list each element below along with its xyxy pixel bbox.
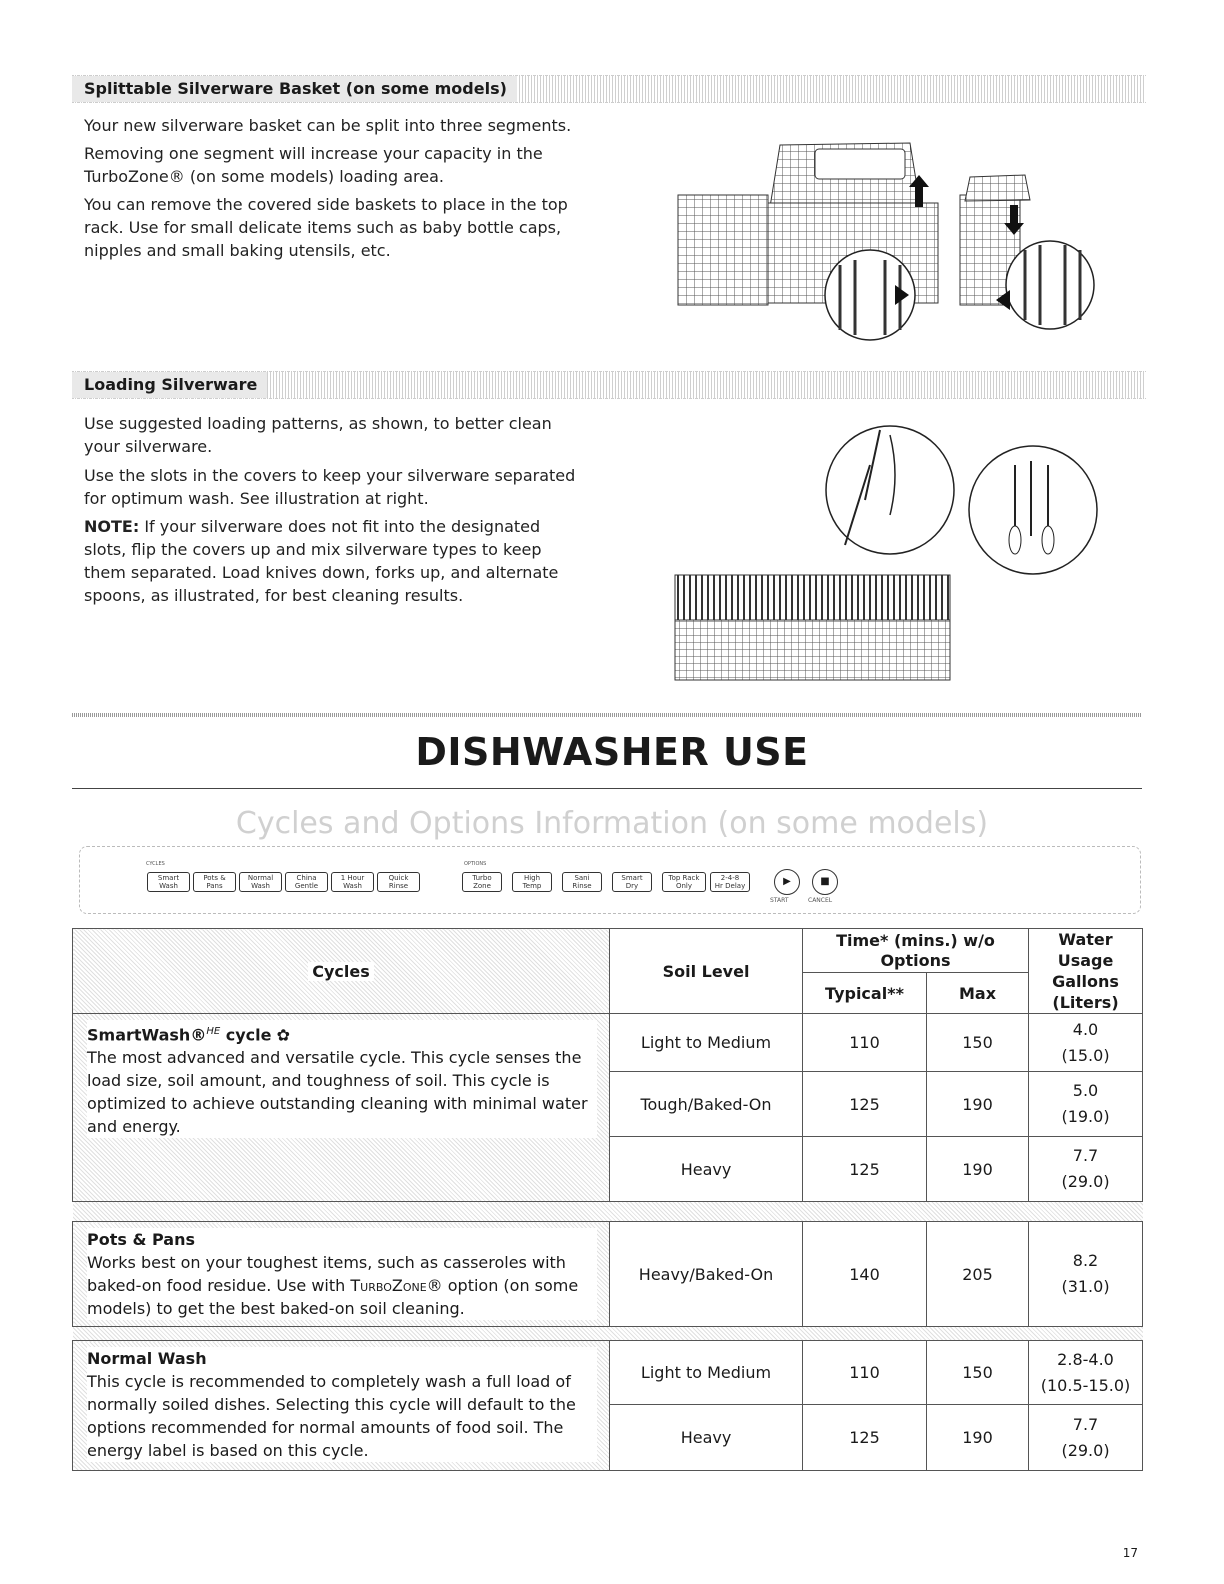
divider [72, 713, 1142, 717]
max-cell: 150 [927, 1014, 1029, 1072]
cycle-normal-wash: Normal Wash This cycle is recommended to completely wash a full load of normally soiled dishes. Selecting this cycle will default to the options recommended for normal amounts of food soil. The energy label is based on this cycle. [73, 1341, 610, 1471]
row-spacer [73, 1202, 1143, 1222]
water-cell: 4.0 (15.0) [1029, 1014, 1143, 1072]
typical-cell: 125 [803, 1137, 927, 1202]
splittable-paragraph-1: Your new silverware basket can be split into three segments. [84, 116, 572, 135]
header-typical: Typical** [803, 973, 927, 1014]
silverware-loading-illustration [665, 425, 1105, 685]
water-cell: 5.0 (19.0) [1029, 1072, 1143, 1137]
option-button-delay[interactable]: 2-4-8 Hr Delay [710, 872, 750, 892]
option-button-smart-dry[interactable]: Smart Dry [612, 872, 652, 892]
header-max: Max [927, 973, 1029, 1014]
soil-cell: Heavy [610, 1405, 803, 1471]
silverware-basket-illustration [670, 135, 1100, 345]
subtitle: Cycles and Options Information (on some models) [235, 806, 989, 841]
max-cell: 190 [927, 1137, 1029, 1202]
loading-paragraph-1: Use suggested loading patterns, as shown, to better clean your silverware. [84, 414, 552, 456]
cycle-button-china-gentle[interactable]: China Gentle [285, 872, 328, 892]
section-heading-splittable: Splittable Silverware Basket (on some models) [72, 75, 1146, 103]
max-cell: 190 [927, 1405, 1029, 1471]
typical-cell: 125 [803, 1405, 927, 1471]
max-cell: 150 [927, 1341, 1029, 1405]
water-cell: 7.7 (29.0) [1029, 1137, 1143, 1202]
cycle-smartwash: SmartWash®$^{HE}$ cycle ✿ The most advanced and versatile cycle. This cycle senses the load size, soil amount, and toughness of soil. This cycle is optimized to achieve outstanding cleaning with minimal water and energy. [73, 1014, 610, 1202]
option-button-top-rack-only[interactable]: Top Rack Only [662, 872, 706, 892]
loading-paragraph-2: Use the slots in the covers to keep your silverware separated for optimum wash. See illustration at right. [84, 466, 576, 508]
soil-cell: Heavy [610, 1137, 803, 1202]
splittable-paragraph-2: Removing one segment will increase your capacity in the TurboZone® (on some models) loading area. [84, 144, 543, 186]
option-button-high-temp[interactable]: High Temp [512, 872, 552, 892]
cycle-button-pots-pans[interactable]: Pots & Pans [193, 872, 236, 892]
row-spacer [73, 1327, 1143, 1341]
header-cycles: Cycles [73, 929, 610, 1014]
cycle-button-smart-wash[interactable]: Smart Wash [147, 872, 190, 892]
splittable-paragraph-3: You can remove the covered side baskets to place in the top rack. Use for small delicate items such as baby bottle caps, nipples and small baking utensils, etc. [84, 195, 568, 260]
loading-note: NOTE: If your silverware does not fit into the designated slots, flip the covers up and mix silverware types to keep them separated. Load knives down, forks up, and alternate spoons, as illustrated, for best cleaning results. [84, 517, 559, 605]
leaf-icon: ✿ [276, 1025, 290, 1045]
water-cell: 7.7 (29.0) [1029, 1405, 1143, 1471]
control-panel: CYCLES Smart Wash Pots & Pans Normal Wash China Gentle 1 Hour Wash Quick Rinse OPTIONS Turbo Zone High Temp Sani Rinse Smart Dry Top Rack Only 2-4-8 Hr Delay ▶ ■ START CANCEL [79, 846, 1141, 914]
cycles-table [72, 928, 1143, 1471]
header-water: Water Usage Gallons (Liters) [1029, 929, 1143, 1014]
page-number: 17 [1122, 1546, 1138, 1560]
cycle-pots-pans: Pots & Pans Works best on your toughest items, such as casseroles with baked-on food residue. Use with TurboZone® option (on some models) to get the best baked-on soil cleaning. [73, 1222, 610, 1327]
water-cell: 8.2 (31.0) [1029, 1222, 1143, 1327]
page-title: DISHWASHER USE [415, 730, 809, 774]
cycle-button-1-hour-wash[interactable]: 1 Hour Wash [331, 872, 374, 892]
section-heading-loading: Loading Silverware [72, 371, 1146, 399]
soil-cell: Light to Medium [610, 1014, 803, 1072]
soil-cell: Heavy/Baked-On [610, 1222, 803, 1327]
title-rule [72, 788, 1142, 789]
water-cell: 2.8-4.0 (10.5-15.0) [1029, 1341, 1143, 1405]
soil-cell: Light to Medium [610, 1341, 803, 1405]
typical-cell: 140 [803, 1222, 927, 1327]
start-button[interactable]: ▶ [774, 869, 800, 895]
typical-cell: 125 [803, 1072, 927, 1137]
cycle-button-normal-wash[interactable]: Normal Wash [239, 872, 282, 892]
option-button-sani-rinse[interactable]: Sani Rinse [562, 872, 602, 892]
header-soil: Soil Level [610, 929, 803, 1014]
header-time: Time* (mins.) w/o Options [803, 929, 1029, 973]
typical-cell: 110 [803, 1341, 927, 1405]
typical-cell: 110 [803, 1014, 927, 1072]
cycle-button-quick-rinse[interactable]: Quick Rinse [377, 872, 420, 892]
soil-cell: Tough/Baked-On [610, 1072, 803, 1137]
max-cell: 190 [927, 1072, 1029, 1137]
max-cell: 205 [927, 1222, 1029, 1327]
option-button-turbo-zone[interactable]: Turbo Zone [462, 872, 502, 892]
cancel-button[interactable]: ■ [812, 869, 838, 895]
